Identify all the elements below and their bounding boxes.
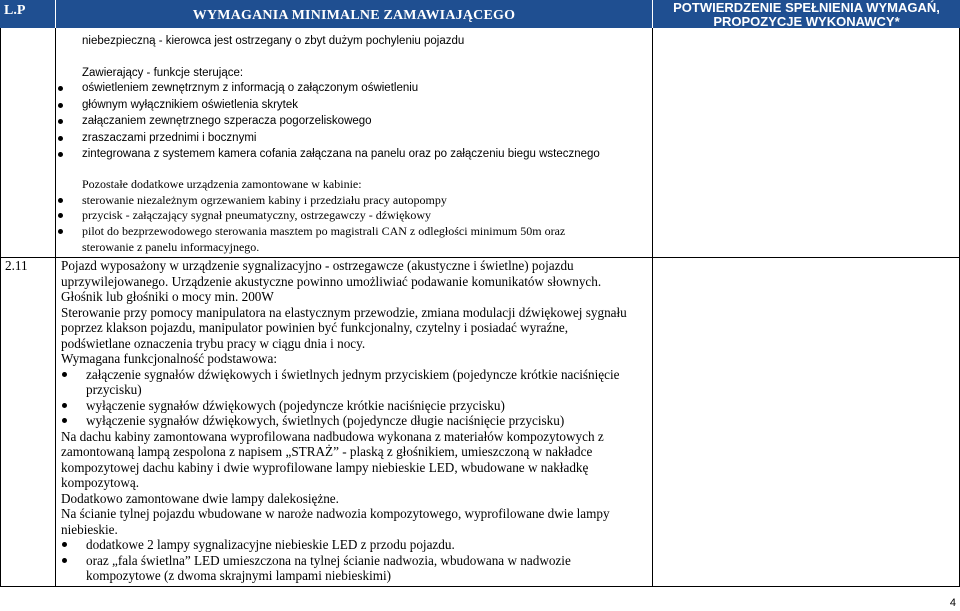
row-text-line: niebieskie. <box>61 521 118 537</box>
list-item <box>86 537 571 553</box>
page-number: 4 <box>949 597 956 609</box>
row-text-line: Dodatkowo zamontowane dwie lampy dalekosiężne. <box>61 490 339 506</box>
bullet-continuation: przycisku) <box>86 382 142 397</box>
functionality-list-2 <box>86 398 564 429</box>
list-item: załączaniem zewnętrznego szperacza pogorzeliskowego <box>82 113 600 130</box>
functionality-list <box>86 367 620 383</box>
header-lp: L.P <box>0 0 55 28</box>
section-cabin-title: Pozostałe dodatkowe urządzenia zamontowane w kabinie: <box>82 177 362 191</box>
row-text-line: uprzywilejowanego. Urządzenie akustyczne powinno umożliwiać podawanie komunikatów słownych. <box>61 273 602 289</box>
list-item-text: dodatkowe 2 lampy sygnalizacyjne niebieskie LED z przodu pojazdu. <box>86 537 455 552</box>
list-item-text: oraz „fala świetlna” LED umieszczona na tylnej ścianie nadwozia, wbudowana w nadwozie <box>86 552 571 568</box>
header-confirmation <box>653 0 960 28</box>
table-border-bottom <box>0 586 960 587</box>
row-text-line: Na dachu kabiny zamontowana wyprofilowana nadbudowa wykonana z materiałów kompozytowych z <box>61 428 604 444</box>
list-item: pilot do bezprzewodowego sterowania masztem po magistrali CAN z odległości minimum 50m oraz <box>82 223 566 238</box>
row-text-line: poprzez klakson pojazdu, manipulator powinien być funkcjonalny, czytelny i posiadać wyraźne, <box>61 320 569 335</box>
header-confirmation-line2: PROPOZYCJE WYKONAWCY* <box>713 14 900 29</box>
row-text-line: Na ścianie tylnej pojazdu wbudowane w narożе nadwozia kompozytowego, wyprofilowane dwie lampy <box>61 506 610 521</box>
list-item <box>86 413 564 429</box>
row-text-line: kompozytową. <box>61 475 140 490</box>
section-locking-title: Zawierający - funkcje sterujące: <box>82 67 244 79</box>
section-cabin-list <box>82 193 565 239</box>
row-text-line: zamontowaną lampą zespolona z napisem „STRAŻ” - plaską z głośnikiem, umieszczoną w nakładce <box>61 444 593 459</box>
list-item: głównym wyłącznikiem oświetlenia skrytek <box>82 97 600 114</box>
list-item-text: wyłączenie sygnałów dźwiękowych, świetlnych (pojedyncze długie naciśnięcie przycisku) <box>86 413 565 428</box>
lamps-list <box>86 537 571 568</box>
list-item: sterowanie niezależnym ogrzewaniem kabiny i przedziału pracy autopompy <box>82 193 565 208</box>
list-item-text: załączenie sygnałów dźwiękowych i świetlnych jednym przyciskiem (pojedyncze krótkie naciśnięcie <box>86 366 620 382</box>
table-border-left <box>0 28 1 587</box>
section-cabin-continuation: sterowanie z panelu informacyjnego. <box>82 240 260 254</box>
list-item <box>86 553 571 569</box>
header-requirements: WYMAGANIA MINIMALNE ZAMAWIAJĄCEGO <box>56 0 652 28</box>
list-item-text: wyłączenie sygnałów dźwiękowych (pojedyncze krótkie naciśnięcie przycisku) <box>86 397 505 413</box>
list-item: zintegrowana z systemem kamera cofania załączana na panelu oraz po załączeniu biegu wstecznego <box>82 146 600 163</box>
row-text-line: Głośnik lub głośniki o mocy min. 200W <box>61 289 274 304</box>
table-divider-lp <box>55 28 56 587</box>
table-divider-confirmation <box>652 28 653 587</box>
list-item: zraszaczami przednimi i bocznymi <box>82 130 600 147</box>
top-line: niebezpieczną - kierowca jest ostrzegany o zbyt dużym pochyleniu pojazdu <box>82 35 465 47</box>
row-text-line: Sterowanie przy pomocy manipulatora na elastycznym przewodzie, zmiana modulacji dźwiękowej sygnału <box>61 304 627 320</box>
row-number: 2.11 <box>5 258 28 273</box>
section-locking-list <box>82 80 600 163</box>
bullet-continuation: kompozytowe (z dwoma skrajnymi lampami niebieskimi) <box>86 568 392 583</box>
list-item: oświetleniem zewnętrznym z informacją o załączonym oświetleniu <box>82 80 600 97</box>
row-text-line: kompozytowej dachu kabiny i dwie wyprofilowane lampy niebieskie LED, wbudowane w nakładkę <box>61 459 589 475</box>
row-text-line: Pojazd wyposażony w urządzenie sygnalizacyjno - ostrzegawcze (akustyczne i świetlne) pojazdu <box>61 258 574 273</box>
row-text-line: podświetlane oznaczenia trybu pracy w ciągu dnia i nocy. <box>61 335 366 351</box>
header-confirmation-line1: POTWIERDZENIE SPEŁNIENIA WYMAGAŃ, <box>673 0 940 15</box>
list-item <box>86 367 620 383</box>
list-item <box>86 398 564 414</box>
list-item: przycisk - załączający sygnał pneumatyczny, ostrzegawczy - dźwiękowy <box>82 208 565 223</box>
row-text-line: Wymagana funkcjonalność podstawowa: <box>61 351 278 366</box>
